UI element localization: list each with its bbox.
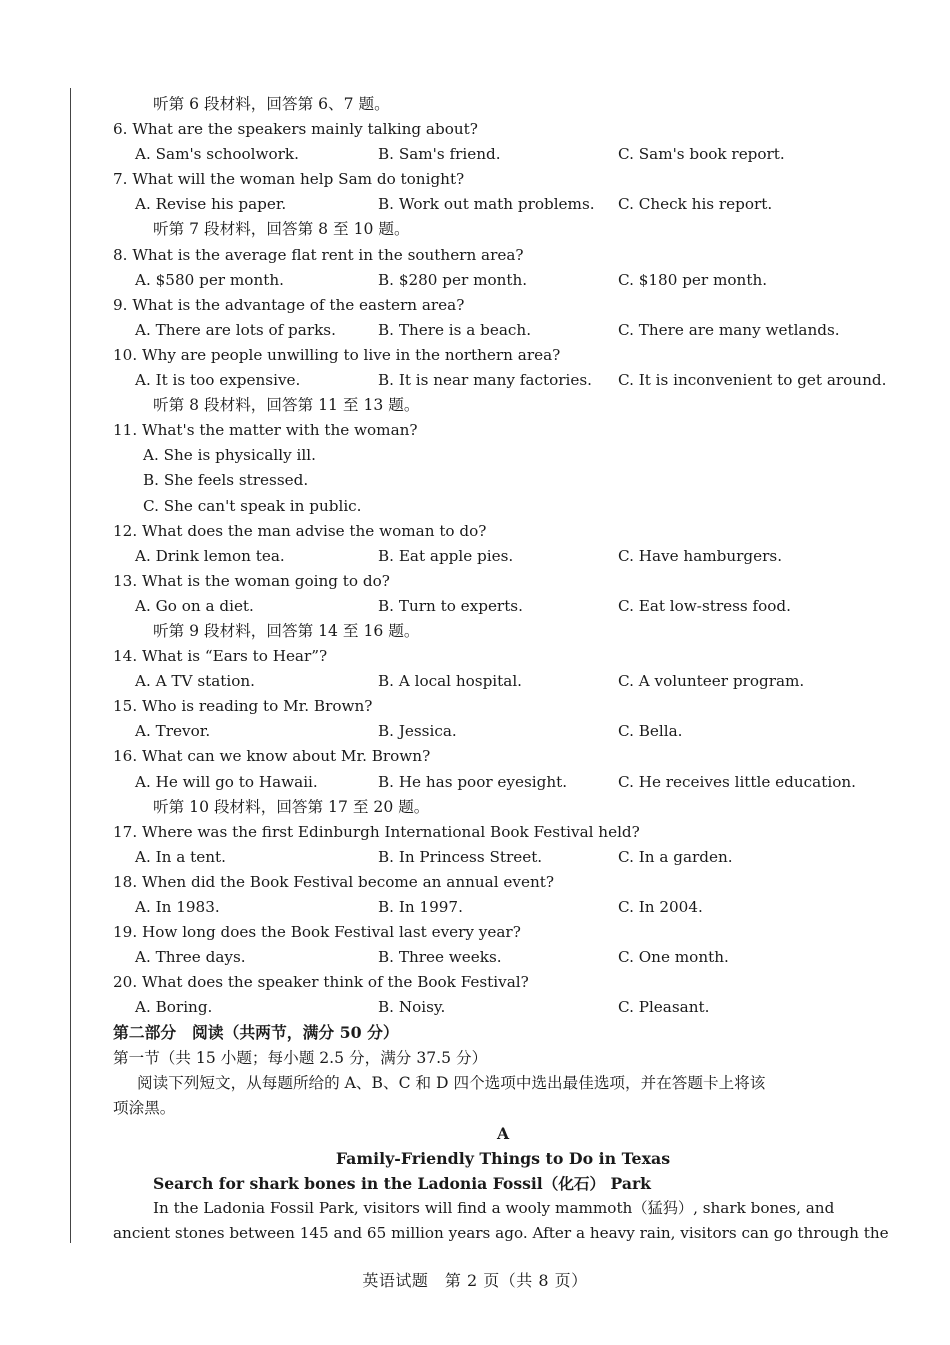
question-stem: 13. What is the woman going to do?	[113, 571, 390, 590]
answer-options-row	[113, 669, 893, 694]
answer-option-b: B. In Princess Street.	[378, 847, 543, 866]
answer-option-a: A. $580 per month.	[135, 270, 284, 289]
answer-options-row	[113, 544, 893, 569]
answer-option-a: A. Boring.	[135, 998, 213, 1017]
answer-option-c: C. Bella.	[618, 722, 683, 741]
listening-section-heading: 听第 8 段材料，回答第 11 至 13 题。	[153, 396, 420, 415]
passage-letter: A	[496, 1123, 510, 1143]
answer-option-b: B. In 1997.	[378, 898, 463, 916]
answer-options-row	[113, 719, 893, 744]
answer-option-b: B. Sam's friend.	[378, 145, 501, 164]
listening-section-heading: 听第 10 段材料，回答第 17 至 20 题。	[153, 797, 430, 816]
answer-option-a: A. Three days.	[135, 948, 246, 967]
answer-options-row	[113, 945, 893, 970]
question-stem: 11. What's the matter with the woman?	[113, 421, 418, 440]
answer-option-c: C. Have hamburgers.	[618, 546, 783, 565]
answer-option-c: C. He receives little education.	[618, 772, 856, 791]
answer-option-b: B. A local hospital.	[378, 672, 522, 691]
answer-option-b: B. He has poor eyesight.	[378, 772, 568, 791]
answer-option-a: A. Trevor.	[135, 722, 211, 741]
answer-option-a: A. Go on a diet.	[135, 596, 254, 615]
answer-options-row	[113, 318, 893, 343]
listening-section-heading: 听第 7 段材料，回答第 8 至 10 题。	[153, 220, 410, 239]
question-stem: 8. What is the average flat rent in the southern area?	[113, 245, 524, 264]
page-footer: 英语试题 第 2 页（共 8 页）	[362, 1271, 588, 1290]
answer-option-c: C. In a garden.	[618, 847, 733, 866]
section-title: 第一节（共 15 小题；每小题 2.5 分，满分 37.5 分）	[113, 1048, 488, 1067]
question-stem: 12. What does the man advise the woman to do?	[113, 521, 487, 540]
answer-option-b: B. Jessica.	[378, 722, 457, 741]
answer-option: A. She is physically ill.	[143, 446, 316, 465]
question-stem: 17. Where was the first Edinburgh International Book Festival held?	[113, 822, 640, 841]
answer-options-row	[113, 268, 893, 293]
answer-options-row	[113, 192, 893, 217]
part-title: 第二部分 阅读（共两节，满分 50 分）	[113, 1023, 399, 1043]
answer-options-row	[113, 142, 893, 167]
answer-option-a: A. He will go to Hawaii.	[135, 772, 318, 791]
answer-options-row	[113, 594, 893, 619]
answer-option-a: A. There are lots of parks.	[135, 320, 336, 339]
answer-option-c: C. Sam's book report.	[618, 145, 785, 164]
answer-option-c: C. It is inconvenient to get around.	[618, 371, 887, 390]
answer-options-row	[113, 770, 893, 795]
question-stem: 18. When did the Book Festival become an annual event?	[113, 872, 555, 891]
answer-option-b: B. It is near many factories.	[378, 371, 592, 390]
answer-option-c: C. One month.	[618, 948, 729, 967]
passage-title: Family-Friendly Things to Do in Texas	[335, 1148, 671, 1168]
question-stem: 20. What does the speaker think of the Book Festival?	[113, 973, 529, 992]
answer-option-b: B. Three weeks.	[378, 948, 502, 967]
listening-section-heading: 听第 6 段材料，回答第 6、7 题。	[153, 95, 390, 113]
question-stem: 15. Who is reading to Mr. Brown?	[113, 697, 373, 716]
binding-margin-line	[70, 88, 71, 1243]
passage-paragraph-line: In the Ladonia Fossil Park, visitors will find a wooly mammoth（猛犸）, shark bones, and	[153, 1199, 835, 1218]
instruction-text-cont: 项涂黑。	[113, 1098, 176, 1117]
answer-option-a: A. Sam's schoolwork.	[135, 145, 299, 164]
answer-options-row	[113, 995, 893, 1020]
answer-option-c: C. In 2004.	[618, 898, 703, 916]
answer-option-a: A. Revise his paper.	[135, 195, 287, 214]
passage-subtitle: Search for shark bones in the Ladonia Fossil（化石） Park	[153, 1174, 651, 1194]
answer-option-b: B. $280 per month.	[378, 270, 528, 289]
answer-option-b: B. Noisy.	[378, 998, 446, 1017]
answer-option-c: C. A volunteer program.	[618, 672, 805, 691]
answer-option-b: B. Work out math problems.	[378, 195, 595, 214]
question-stem: 9. What is the advantage of the eastern area?	[113, 295, 465, 314]
question-stem: 14. What is “Ears to Hear”?	[113, 647, 328, 666]
answer-option-c: C. $180 per month.	[618, 270, 768, 289]
answer-option-b: B. Turn to experts.	[378, 596, 523, 615]
page-content	[113, 92, 893, 1246]
question-stem: 7. What will the woman help Sam do tonight?	[113, 170, 465, 189]
answer-option-b: B. There is a beach.	[378, 320, 532, 339]
passage-paragraph-line: ancient stones between 145 and 65 million years ago. After a heavy rain, visitors can go through the	[113, 1224, 889, 1243]
instruction-text: 阅读下列短文，从每题所给的 A、B、C 和 D 四个选项中选出最佳选项，并在答题卡上将该	[137, 1073, 766, 1092]
answer-option-a: A. Drink lemon tea.	[135, 546, 285, 565]
answer-option-a: A. It is too expensive.	[135, 371, 301, 390]
question-stem: 6. What are the speakers mainly talking about?	[113, 120, 478, 139]
answer-option-a: A. In a tent.	[135, 847, 226, 866]
question-stem: 10. Why are people unwilling to live in the northern area?	[113, 345, 561, 364]
answer-option: C. She can't speak in public.	[143, 496, 362, 515]
answer-options-row	[113, 895, 893, 920]
answer-options-row	[113, 845, 893, 870]
answer-option: B. She feels stressed.	[143, 471, 309, 490]
answer-option-a: A. A TV station.	[135, 672, 256, 691]
answer-option-b: B. Eat apple pies.	[378, 546, 514, 565]
question-stem: 19. How long does the Book Festival last every year?	[113, 923, 521, 942]
answer-option-c: C. Check his report.	[618, 195, 773, 214]
answer-options-row	[113, 368, 893, 393]
answer-option-c: C. Eat low-stress food.	[618, 596, 791, 615]
listening-section-heading: 听第 9 段材料，回答第 14 至 16 题。	[153, 621, 420, 640]
answer-option-c: C. Pleasant.	[618, 998, 710, 1017]
answer-option-a: A. In 1983.	[135, 898, 220, 916]
question-stem: 16. What can we know about Mr. Brown?	[113, 747, 431, 766]
answer-option-c: C. There are many wetlands.	[618, 320, 840, 339]
